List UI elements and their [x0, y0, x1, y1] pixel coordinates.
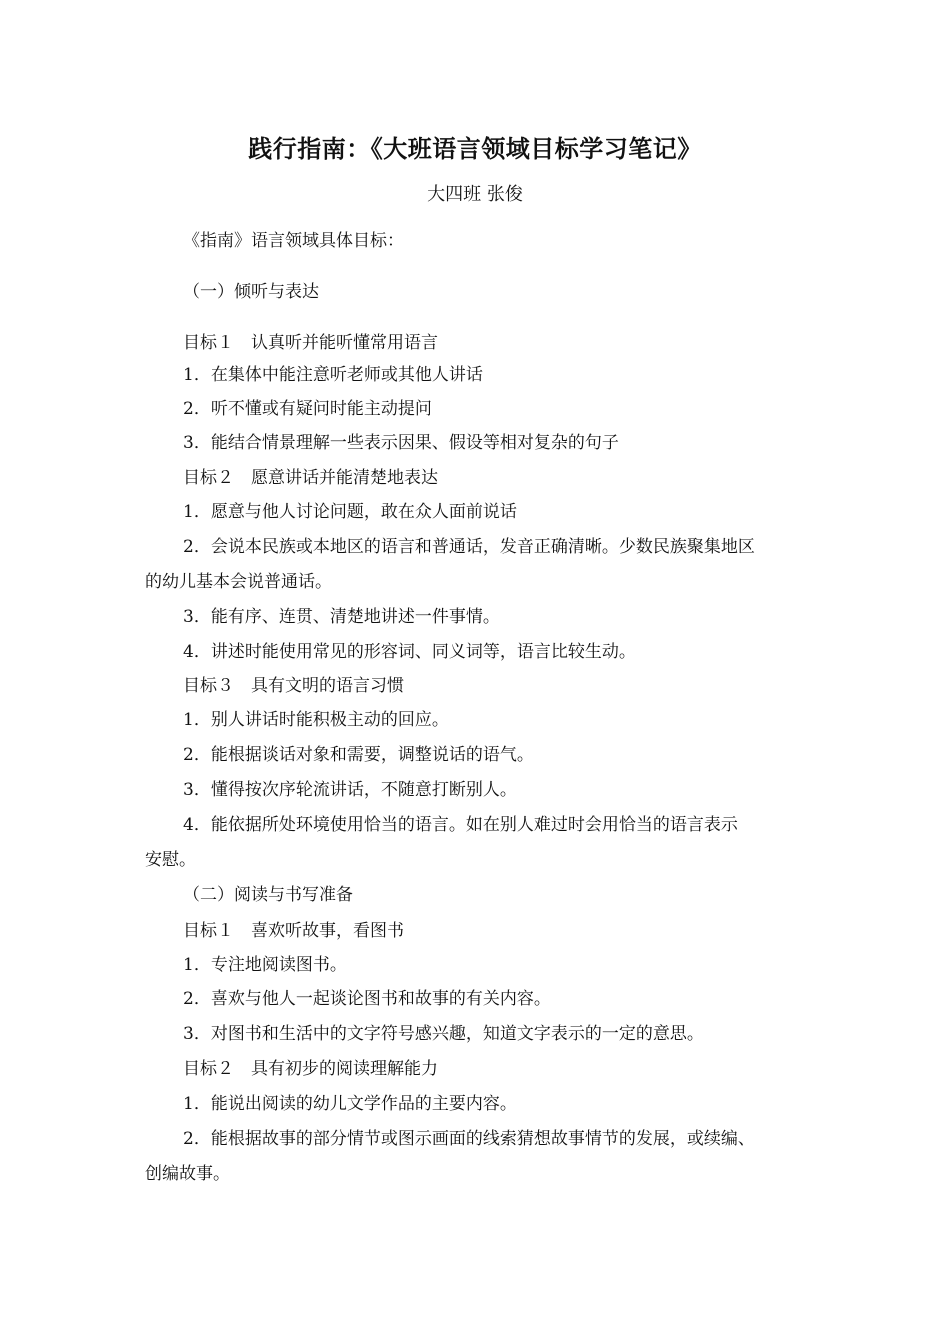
document-author: 大四班 张俊: [427, 184, 523, 205]
goal-label: 目标１ 喜欢听故事，看图书: [183, 921, 404, 941]
goal-item: 2．会说本民族或本地区的语言和普通话，发音正确清晰。少数民族聚集地区: [183, 537, 755, 557]
goal-item: 3．懂得按次序轮流讲话，不随意打断别人。: [183, 780, 517, 800]
goal-label: 目标１ 认真听并能听懂常用语言: [183, 333, 438, 353]
goal-item: 2．听不懂或有疑问时能主动提问: [183, 399, 432, 419]
goal-label: 目标２ 具有初步的阅读理解能力: [183, 1059, 438, 1079]
goal-item: 3．对图书和生活中的文字符号感兴趣，知道文字表示的一定的意思。: [183, 1024, 704, 1044]
goal-item: 1．能说出阅读的幼儿文学作品的主要内容。: [183, 1094, 517, 1114]
document-title: 践行指南：《大班语言领域目标学习笔记》: [248, 134, 702, 163]
goal-item: 4．能依据所处环境使用恰当的语言。如在别人难过时会用恰当的语言表示: [183, 815, 738, 835]
section-heading: （一）倾听与表达: [183, 282, 319, 302]
intro-text: 《指南》语言领域具体目标：: [183, 231, 404, 251]
goal-item-continuation: 的幼儿基本会说普通话。: [145, 572, 332, 592]
goal-item: 1．别人讲话时能积极主动的回应。: [183, 710, 449, 730]
goal-item: 4．讲述时能使用常见的形容词、同义词等，语言比较生动。: [183, 642, 636, 662]
section-heading: （二）阅读与书写准备: [183, 885, 353, 905]
goal-item-continuation: 创编故事。: [145, 1164, 230, 1184]
goal-item: 2．喜欢与他人一起谈论图书和故事的有关内容。: [183, 989, 551, 1009]
goal-label: 目标２ 愿意讲话并能清楚地表达: [183, 468, 438, 488]
goal-label: 目标３ 具有文明的语言习惯: [183, 676, 404, 696]
goal-item: 3．能有序、连贯、清楚地讲述一件事情。: [183, 607, 500, 627]
goal-item: 2．能根据谈话对象和需要，调整说话的语气。: [183, 745, 534, 765]
goal-item: 1．在集体中能注意听老师或其他人讲话: [183, 365, 483, 385]
goal-item-continuation: 安慰。: [145, 850, 196, 870]
goal-item: 1．愿意与他人讨论问题，敢在众人面前说话: [183, 502, 517, 522]
goal-item: 3．能结合情景理解一些表示因果、假设等相对复杂的句子: [183, 433, 619, 453]
goal-item: 2．能根据故事的部分情节或图示画面的线索猜想故事情节的发展，或续编、: [183, 1129, 755, 1149]
goal-item: 1．专注地阅读图书。: [183, 955, 347, 975]
